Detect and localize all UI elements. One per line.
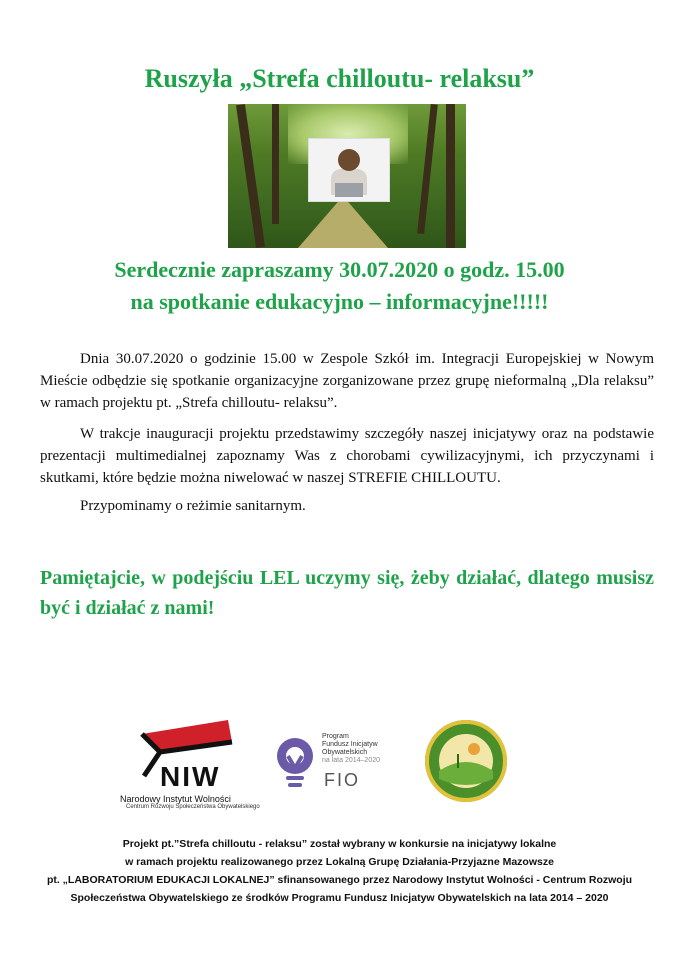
photo-path	[298, 196, 388, 248]
fio-logo	[272, 730, 392, 800]
niw-caption: Narodowy Instytut Wolności	[120, 794, 231, 804]
fio-mark: FIO	[324, 770, 360, 790]
fio-program-text	[322, 733, 392, 765]
fio-line-1: Program	[322, 733, 349, 740]
lgd-emblem-icon	[424, 719, 508, 803]
footer-line-2: w ramach projektu realizowanego przez Lokalną Grupę Działania-Przyjazne Mazowsze	[125, 856, 554, 868]
fio-line-3: Obywatelskich	[322, 749, 368, 756]
laptop-icon	[335, 183, 363, 197]
tree-trunk	[236, 104, 265, 248]
footer-line-4: Społeczeństwa Obywatelskiego ze środków Programu Fundusz Inicjatyw Obywatelskich na lata 2014 – 2020	[70, 892, 609, 904]
invitation-line-1: Serdecznie zapraszamy 30.07.2020 o godz. 15.00	[114, 257, 565, 282]
footer-line-1: Projekt pt.”Strefa chilloutu - relaksu” został wybrany w konkursie na inicjatywy lokalne	[122, 838, 557, 850]
inset-head	[338, 149, 360, 171]
tree-trunk	[272, 104, 279, 224]
meditating-woman-inset	[308, 138, 390, 202]
page-title: Ruszyła „Strefa chilloutu- relaksu”	[144, 64, 535, 93]
lightbulb-icon	[272, 734, 318, 794]
footer-line-3: pt. „LABORATORIUM EDUKACJI LOKALNEJ” sfinansowanego przez Narodowy Instytut Wolności - Centrum Rozwoju	[46, 874, 633, 886]
fio-line-4: na lata 2014–2020	[322, 757, 380, 764]
tree-trunk	[446, 104, 455, 248]
lgd-logo	[424, 719, 508, 803]
motto-text: Pamiętajcie, w podejściu LEL uczymy się, żeby działać, dlatego musisz być i działać z nami!	[40, 567, 654, 619]
niw-subcaption: Centrum Rozwoju Społeczeństwa Obywatelskiego	[126, 804, 260, 810]
invitation-line-2: na spotkanie edukacyjno – informacyjne!!!!!	[130, 289, 549, 314]
niw-logo	[120, 716, 260, 811]
body-paragraph-2: W trakcje inauguracji projektu przedstawimy szczegóły naszej inicjatywy oraz na podstawie prezentacji multimedialnej zapoznamy Was z chorobami cywilizacyjnymi, ich przyczynami i skutkami, które będzie można niwelować w naszej STREFIE CHILLOUTU.	[40, 426, 654, 486]
body-paragraph-1: Dnia 30.07.2020 o godzinie 15.00 w Zespole Szkół im. Integracji Europejskiej w Nowym Mieście odbędzie się spotkanie organizacyjne zorganizowane przez grupę nieformalną „Dla relaksu” w ramach projektu pt. „Strefa chilloutu- relaksu”.	[40, 351, 654, 411]
sanitary-reminder: Przypominamy o reżimie sanitarnym.	[80, 498, 306, 514]
forest-path-photo	[228, 104, 466, 248]
tree-trunk	[417, 104, 438, 234]
fio-line-2: Fundusz Inicjatyw	[322, 741, 378, 748]
niw-mark: NIW	[160, 761, 221, 792]
